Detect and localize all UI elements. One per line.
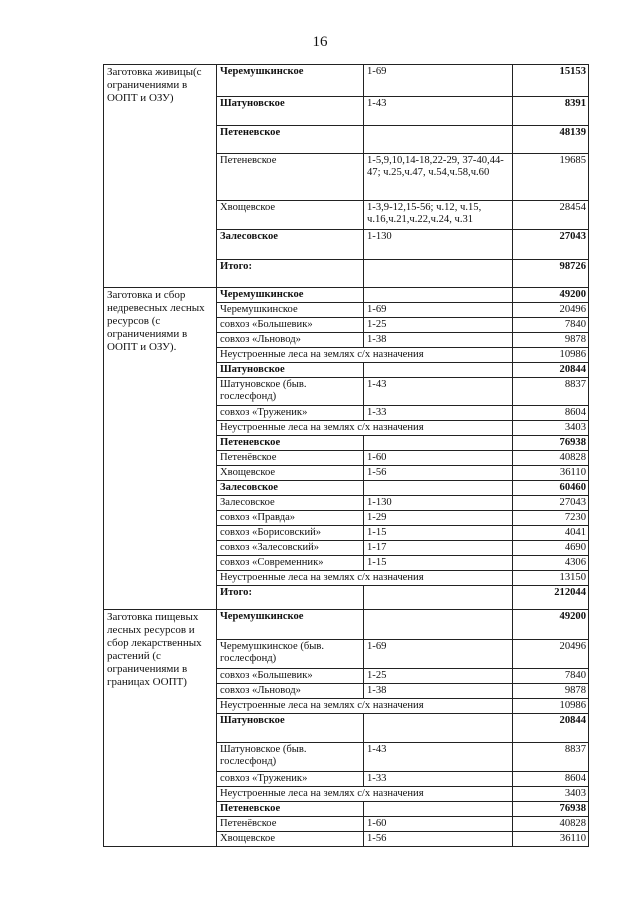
forestry-name-cell: Шатуновское: [217, 714, 364, 743]
forestry-name-cell: совхоз «Залесовский»: [217, 541, 364, 556]
forestry-name-cell: Хвощевское: [217, 832, 364, 847]
area-ha-cell: 8391: [513, 97, 589, 126]
quarters-cell: 1-3,9-12,15-56; ч.12, ч.15, ч.16,ч.21,ч.22,ч.24, ч.31: [364, 201, 513, 230]
quarters-cell: 1-60: [364, 817, 513, 832]
area-ha-cell: 76938: [513, 802, 589, 817]
quarters-cell: 1-69: [364, 640, 513, 669]
area-ha-cell: 212044: [513, 586, 589, 610]
quarters-cell: 1-33: [364, 772, 513, 787]
forestry-name-cell: Итого:: [217, 586, 364, 610]
forestry-name-cell: Петенёвское: [217, 817, 364, 832]
area-ha-cell: 40828: [513, 451, 589, 466]
area-ha-cell: 8837: [513, 378, 589, 406]
area-ha-cell: 8837: [513, 743, 589, 772]
quarters-cell: [364, 126, 513, 154]
quarters-cell: 1-43: [364, 378, 513, 406]
quarters-cell: 1-29: [364, 511, 513, 526]
forestry-name-cell: совхоз «Труженик»: [217, 406, 364, 421]
forestry-name-cell: Петеневское: [217, 154, 364, 201]
area-ha-cell: 36110: [513, 832, 589, 847]
area-ha-cell: 3403: [513, 421, 589, 436]
quarters-cell: 1-56: [364, 832, 513, 847]
activity-type-cell: Заготовка и сбор недревесных лесных ресурсов (с ограничениями в ООПТ и ОЗУ).: [104, 288, 217, 610]
forestry-name-cell: Неустроенные леса на землях с/х назначения: [217, 348, 513, 363]
quarters-cell: 1-56: [364, 466, 513, 481]
table-row: [104, 65, 589, 97]
forest-use-table: [103, 64, 589, 847]
quarters-cell: 1-130: [364, 496, 513, 511]
forestry-name-cell: Хвощевское: [217, 466, 364, 481]
forestry-name-cell: Петенёвское: [217, 451, 364, 466]
area-ha-cell: 15153: [513, 65, 589, 97]
forestry-name-cell: Шатуновское (быв. гослесфонд): [217, 378, 364, 406]
quarters-cell: 1-5,9,10,14-18,22-29, 37-40,44-47; ч.25,ч.47, ч.54,ч.58,ч.60: [364, 154, 513, 201]
forestry-name-cell: совхоз «Труженик»: [217, 772, 364, 787]
forestry-name-cell: Черемушкинское: [217, 610, 364, 640]
quarters-cell: [364, 714, 513, 743]
forestry-name-cell: Залесовское: [217, 230, 364, 260]
area-ha-cell: 76938: [513, 436, 589, 451]
forestry-name-cell: Шатуновское (быв. гослесфонд): [217, 743, 364, 772]
area-ha-cell: 10986: [513, 699, 589, 714]
forest-use-table-body: [104, 65, 589, 847]
forestry-name-cell: Черемушкинское: [217, 65, 364, 97]
quarters-cell: 1-17: [364, 541, 513, 556]
area-ha-cell: 36110: [513, 466, 589, 481]
quarters-cell: [364, 260, 513, 288]
quarters-cell: [364, 802, 513, 817]
quarters-cell: [364, 363, 513, 378]
quarters-cell: [364, 610, 513, 640]
forestry-name-cell: Хвощевское: [217, 201, 364, 230]
page-number: 16: [312, 34, 328, 50]
quarters-cell: 1-69: [364, 65, 513, 97]
quarters-cell: 1-15: [364, 556, 513, 571]
area-ha-cell: 4690: [513, 541, 589, 556]
area-ha-cell: 7840: [513, 318, 589, 333]
quarters-cell: 1-38: [364, 684, 513, 699]
forestry-name-cell: Неустроенные леса на землях с/х назначения: [217, 421, 513, 436]
area-ha-cell: 20496: [513, 640, 589, 669]
area-ha-cell: 9878: [513, 333, 589, 348]
area-ha-cell: 7840: [513, 669, 589, 684]
forestry-name-cell: Залесовское: [217, 496, 364, 511]
forestry-name-cell: Итого:: [217, 260, 364, 288]
area-ha-cell: 60460: [513, 481, 589, 496]
area-ha-cell: 20844: [513, 363, 589, 378]
forestry-name-cell: совхоз «Современник»: [217, 556, 364, 571]
quarters-cell: 1-60: [364, 451, 513, 466]
quarters-cell: 1-69: [364, 303, 513, 318]
area-ha-cell: 48139: [513, 126, 589, 154]
forestry-name-cell: совхоз «Большевик»: [217, 318, 364, 333]
activity-type-cell: Заготовка пищевых лесных ресурсов и сбор лекарственных растений (с ограничениями в границах ООПТ): [104, 610, 217, 847]
area-ha-cell: 9878: [513, 684, 589, 699]
forestry-name-cell: Петеневское: [217, 436, 364, 451]
quarters-cell: [364, 288, 513, 303]
table-row: [104, 288, 589, 303]
forestry-name-cell: Шатуновское: [217, 97, 364, 126]
area-ha-cell: 8604: [513, 406, 589, 421]
forestry-name-cell: совхоз «Льновод»: [217, 333, 364, 348]
area-ha-cell: 20496: [513, 303, 589, 318]
area-ha-cell: 49200: [513, 610, 589, 640]
area-ha-cell: 10986: [513, 348, 589, 363]
quarters-cell: [364, 436, 513, 451]
area-ha-cell: 3403: [513, 787, 589, 802]
quarters-cell: 1-38: [364, 333, 513, 348]
area-ha-cell: 7230: [513, 511, 589, 526]
forestry-name-cell: Шатуновское: [217, 363, 364, 378]
forestry-name-cell: Неустроенные леса на землях с/х назначения: [217, 699, 513, 714]
area-ha-cell: 27043: [513, 230, 589, 260]
quarters-cell: [364, 481, 513, 496]
area-ha-cell: 13150: [513, 571, 589, 586]
quarters-cell: 1-43: [364, 743, 513, 772]
area-ha-cell: 27043: [513, 496, 589, 511]
quarters-cell: 1-130: [364, 230, 513, 260]
quarters-cell: 1-43: [364, 97, 513, 126]
forestry-name-cell: совхоз «Большевик»: [217, 669, 364, 684]
forestry-name-cell: Черемушкинское (быв. гослесфонд): [217, 640, 364, 669]
area-ha-cell: 40828: [513, 817, 589, 832]
forestry-name-cell: совхоз «Борисовский»: [217, 526, 364, 541]
quarters-cell: 1-15: [364, 526, 513, 541]
forestry-name-cell: совхоз «Правда»: [217, 511, 364, 526]
table-row: [104, 610, 589, 640]
area-ha-cell: 98726: [513, 260, 589, 288]
quarters-cell: 1-25: [364, 318, 513, 333]
forestry-name-cell: Черемушкинское: [217, 288, 364, 303]
forestry-name-cell: Неустроенные леса на землях с/х назначения: [217, 571, 513, 586]
forestry-name-cell: Неустроенные леса на землях с/х назначения: [217, 787, 513, 802]
area-ha-cell: 4306: [513, 556, 589, 571]
area-ha-cell: 28454: [513, 201, 589, 230]
quarters-cell: [364, 586, 513, 610]
forestry-name-cell: Петеневское: [217, 126, 364, 154]
quarters-cell: 1-33: [364, 406, 513, 421]
area-ha-cell: 4041: [513, 526, 589, 541]
forestry-name-cell: Черемушкинское: [217, 303, 364, 318]
forestry-name-cell: Петеневское: [217, 802, 364, 817]
quarters-cell: 1-25: [364, 669, 513, 684]
activity-type-cell: Заготовка живицы(с ограничениями в ООПТ и ОЗУ): [104, 65, 217, 288]
forestry-name-cell: Залесовское: [217, 481, 364, 496]
area-ha-cell: 20844: [513, 714, 589, 743]
area-ha-cell: 19685: [513, 154, 589, 201]
area-ha-cell: 49200: [513, 288, 589, 303]
area-ha-cell: 8604: [513, 772, 589, 787]
forestry-name-cell: совхоз «Льновод»: [217, 684, 364, 699]
